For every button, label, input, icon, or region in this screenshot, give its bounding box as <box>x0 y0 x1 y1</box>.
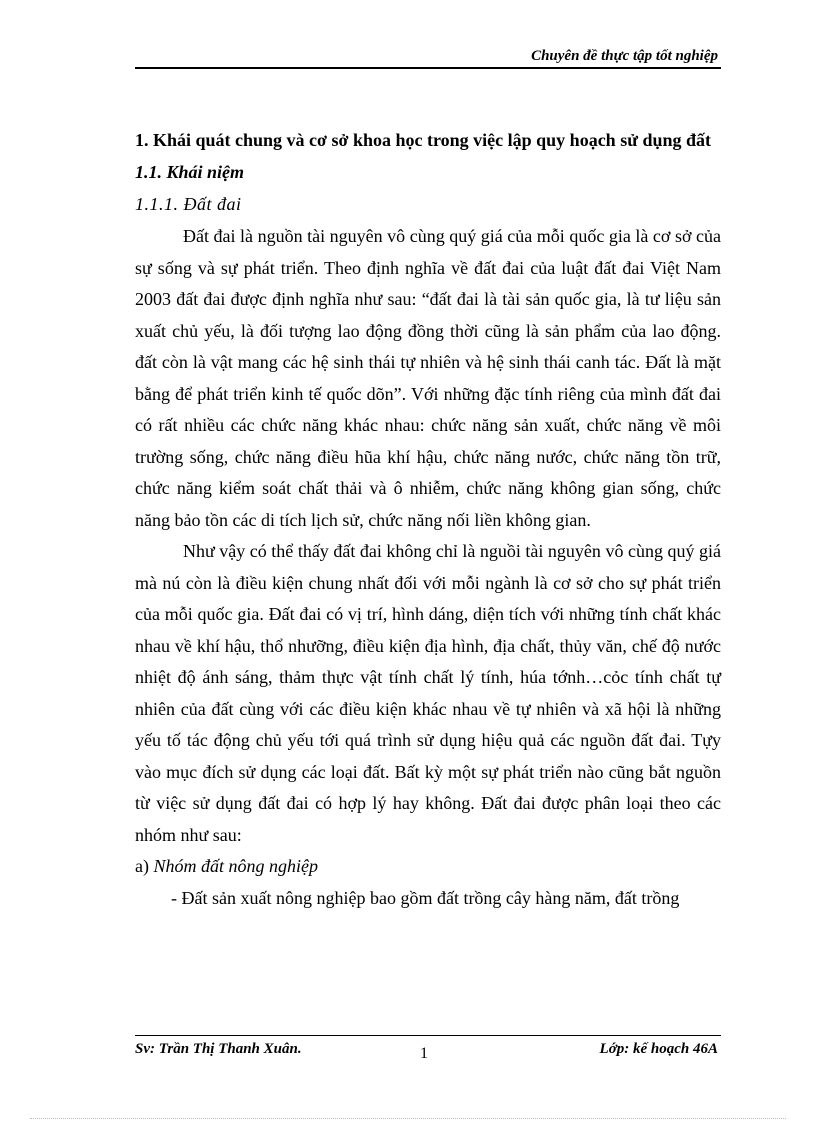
page-number: 1 <box>420 1045 428 1062</box>
footer-class-name: Lớp: kế hoạch 46A <box>599 1041 718 1057</box>
paragraph-1: Đất đai là nguồn tài nguyên vô cùng quý giá của mỗi quốc gia là cơ sở của sự sống và sự phát triển. Theo định nghĩa về đất đai của luật đất đai Việt Nam 2003 đất đai được định nghĩa như sau: “đất đai là tài sản quốc gia, là tư liệu sản xuất chủ yếu, là đối tượng lao động đồng thời cũng là sản phẩm của lao động. đất còn là vật mang các hệ sinh thái tự nhiên và hệ sinh thái canh tác. Đất là mặt bằng để phát triển kinh tế quốc dõn”. Với những đặc tính riêng của mình đất đai có rất nhiều các chức năng khác nhau: chức năng sản xuất, chức năng về môi trường sống, chức năng điều hũa khí hậu, chức năng nước, chức năng tồn trữ, chức năng kiểm soát chất thải và ô nhiễm, chức năng không gian sống, chức năng bảo tồn các di tích lịch sử, chức năng nối liền không gian. <box>135 226 721 530</box>
section-heading-1: 1. Khái quát chung và cơ sở khoa học trong việc lập quy hoạch sử dụng đất <box>135 130 712 150</box>
header-divider <box>135 67 721 69</box>
list-item-a <box>135 851 721 883</box>
list-item-a-label: a) <box>135 856 149 876</box>
list-item-a-text: Nhóm đất nông nghiệp <box>153 856 318 876</box>
footer-divider <box>135 1035 721 1036</box>
paragraph-2: Như vậy có thể thấy đất đai không chỉ là nguồi tài nguyên vô cùng quý giá mà nú còn là điều kiện chung nhất đối với mỗi ngành là cơ sở cho sự phát triển của mỗi quốc gia. Đất đai có vị trí, hình dáng, diện tích với những tính chất khác nhau về khí hậu, thổ nhưỡng, điều kiện địa hình, địa chất, thủy văn, chế độ nước nhiệt độ ánh sáng, thảm thực vật tính chất lý tính, húa tớnh…cỏc tính chất tự nhiên của đất cùng với các điều kiện khác nhau về tự nhiên và xã hội là những yếu tố tác động chủ yếu tới quá trình sử dụng hiệu quả các nguồn đất đai. Tựy vào mục đích sử dụng các loại đất. Bất kỳ một sự phát triển nào cũng bắt nguồn từ việc sử dụng đất đai có hợp lý hay không. Đất đai được phân loại theo các nhóm như sau: <box>135 541 721 845</box>
section-heading-1-1: 1.1. Khái niệm <box>135 162 245 182</box>
page-bottom-border <box>30 1118 786 1119</box>
section-heading-1-1-1: 1.1.1. Đất đai <box>135 194 242 214</box>
header-title: Chuyên đề thực tập tốt nghiệp <box>531 48 718 64</box>
document-body <box>135 124 721 914</box>
dash-list-item: - Đất sản xuất nông nghiệp bao gồm đất trồng cây hàng năm, đất trồng <box>171 887 680 908</box>
footer-student-name: Sv: Trần Thị Thanh Xuân. <box>135 1041 302 1057</box>
